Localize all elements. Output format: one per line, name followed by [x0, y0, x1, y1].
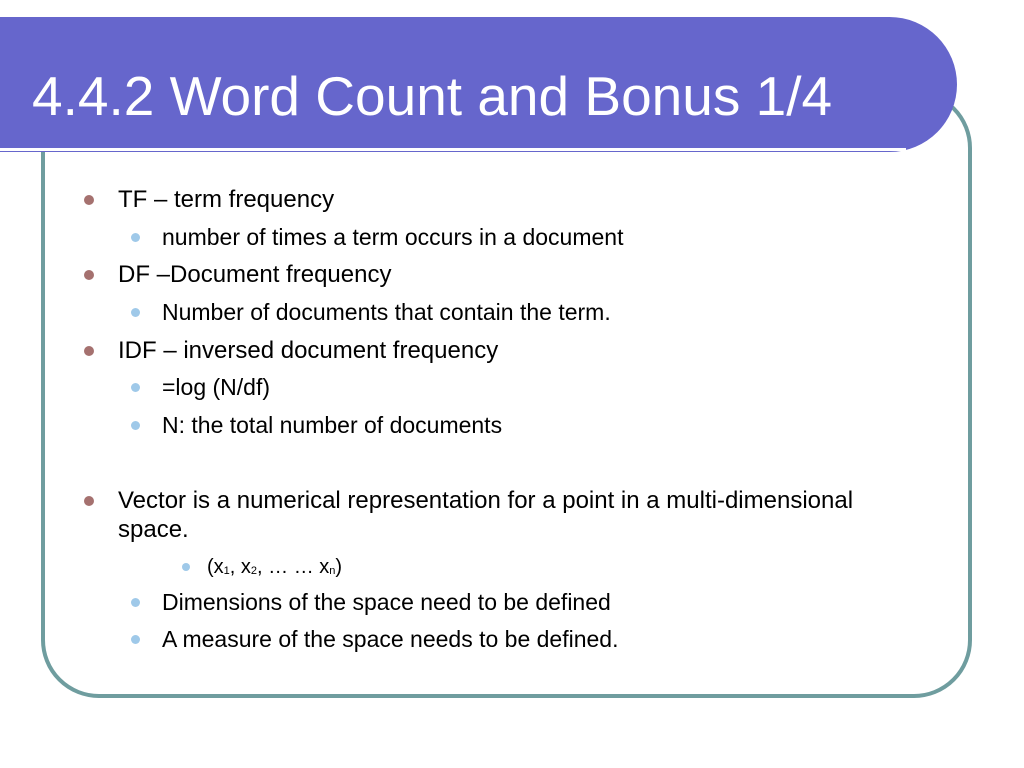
list-item-text: ($x_1$, $x_2$, … … $x_n$): [207, 556, 343, 578]
list-item: [118, 336, 878, 365]
bullet-dot-icon: [131, 233, 140, 242]
slide-title: 4.4.2 Word Count and Bonus 1/4: [32, 65, 833, 127]
list-item: [162, 373, 922, 401]
list-item-text: =log (N/df): [162, 374, 271, 400]
list-item: [118, 486, 878, 544]
list-item-text: DF –Document frequency: [118, 261, 392, 288]
list-item-text: Number of documents that contain the term.: [162, 299, 611, 325]
list-item: [162, 625, 922, 653]
list-item-text: IDF – inversed document frequency: [118, 337, 499, 364]
list-item: [162, 223, 922, 251]
bullet-dot-icon: [84, 195, 94, 205]
bullet-dot-icon: [131, 308, 140, 317]
list-item-text: Dimensions of the space need to be defined: [162, 589, 611, 615]
list-item: [118, 260, 878, 289]
bullet-dot-icon: [84, 270, 94, 280]
bullet-dot-icon: [84, 496, 94, 506]
list-item: [118, 185, 878, 214]
bullet-dot-icon: [131, 635, 140, 644]
list-item: [162, 411, 922, 439]
list-item: [207, 555, 807, 582]
list-item-text: N: the total number of documents: [162, 412, 503, 438]
bullet-dot-icon: [84, 346, 94, 356]
list-item-text: A measure of the space needs to be defined.: [162, 626, 619, 652]
list-item-text: TF – term frequency: [118, 186, 335, 213]
list-item-text: number of times a term occurs in a document: [162, 224, 624, 250]
list-item-text: Vector is a numerical representation for a point in a multi-dimensional space.: [118, 487, 854, 543]
list-item: [162, 298, 922, 326]
bullet-dot-icon: [131, 598, 140, 607]
bullet-dot-icon: [131, 421, 140, 430]
bullet-dot-icon: [182, 563, 190, 571]
list-item: [162, 588, 922, 616]
bullet-dot-icon: [131, 383, 140, 392]
